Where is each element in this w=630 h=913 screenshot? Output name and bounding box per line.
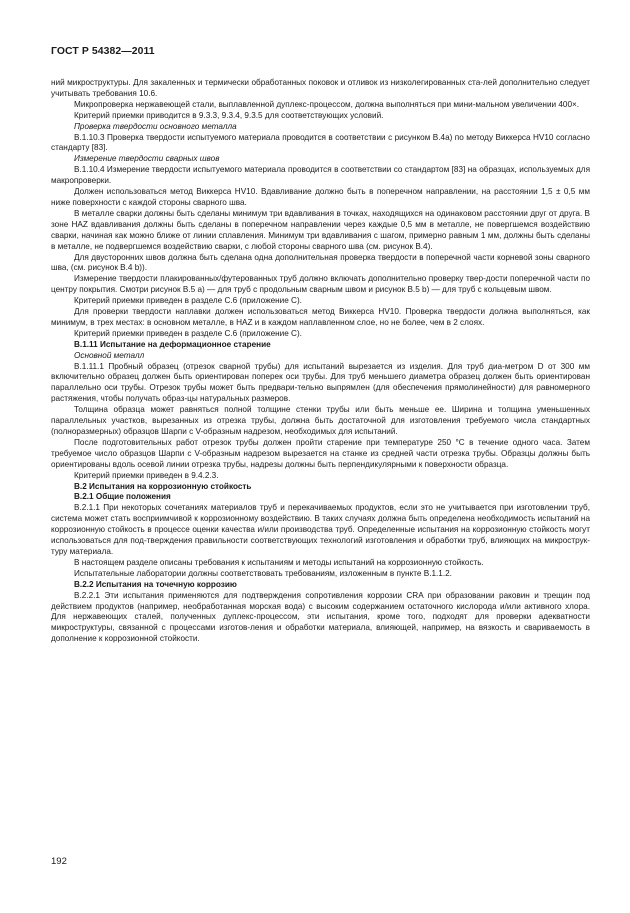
paragraph: В.2.2.1 Эти испытания применяются для подтверждения сопротивления коррозии CRA при образовании раковин и трещин под действием продуктов (например, необработанная морская вода) с высоким содержанием остаточного кислорода и/или активного хлора. Для нержавеющих сталей, полученных дуплекс-процессом, эти испытания, кроме того, подходят для проверки адекватности микроструктуры, связанной с процессами изготов-ления и обработки материала, влияющей, например, на вязкость и свариваемость в дополнение к коррозионной стойкости. [51,590,590,644]
subheading: Проверка твердости основного металла [74,121,237,131]
subheading: Основной металл [74,350,145,360]
paragraph: Критерий приемки приведен в разделе С.6 (приложение С). [74,296,302,306]
paragraph: Измерение твердости плакированных/футерованных труб должно включать дополнительно проверку твер-дости поперечной части по центру покрытия. Смотри рисунок В.5 а) — для труб с продольным сварным швом и рисунок В.5 b) — для труб с кольцевым швом. [51,274,590,295]
paragraph: ний микроструктуры. Для закаленных и термически обработанных поковок и отливок из низколегированных ста-лей дополнительно следует учитывать требования 10.6. [51,78,590,98]
paragraph: Для двусторонних швов должна быть сделана одна дополнительная проверка твердости в поперечной части корневой зоны сварного шва, (см. рисунок В.4 b)). [51,252,590,273]
paragraph: В.2.1.1 При некоторых сочетаниях материалов труб и перекачиваемых продуктов, если это не учитывается при изготовлении труб, система может стать восприимчивой к коррозионному воздействию. В таких случаях должна быть определена необходимость испытаний на коррозионную стойкость в процессе оценки качества и/или производства труб. Определенные испытания на коррозионную стойкость могут использоваться для под-тверждения правильности соответствующих технологий изготовления и обработки труб, влияющих на микрострук-туру материала. [51,503,590,556]
paragraph: В настоящем разделе описаны требования к испытаниям и методы испытаний на коррозионную стойкость. [74,557,484,567]
paragraph: Критерий приемки приведен в разделе С.6 (приложение С). [74,328,302,338]
document-header: ГОСТ Р 54382—2011 [51,46,155,57]
paragraph: Микропроверка нержавеющей стали, выплавленной дуплекс-процессом, должна выполняться при мини-мальном увеличении 400×. [74,99,580,109]
section-heading: В.2 Испытания на коррозионную стойкость [74,481,252,491]
paragraph: Критерий приемки приведен в 9.4.2.3. [74,470,219,480]
paragraph: В.1.10.3 Проверка твердости испытуемого материала проводится в соответствии с рисунком В.4а) по методу Виккерса HV10 согласно стандарту [83]. [51,132,590,153]
paragraph: После подготовительных работ отрезок трубы должен пройти старение при температуре 250 °С в течение одного часа. Затем требуемое число образцов Шарпи с V-образным надрезом вырезается на станке из средней части отрезка трубы. Образцы должны быть ориентированы вдоль осевой линии отрезка трубы, надрезы должны быть перпендикулярными к поверхности образца. [51,437,590,469]
subheading: Измерение твердости сварных швов [74,154,220,164]
section-heading: В.1.11 Испытание на деформационное старение [74,339,271,349]
paragraph: В металле сварки должны быть сделаны минимум три вдавливания в точках, находящихся на одинаковом расстоянии друг от друга. В зоне HAZ вдавливания должны быть сделаны в поперечном направлении через каждые 0,5 мм в металле, не повергшемся воздействию сварки, начиная как можно ближе от линии сплавления. Минимум три вдавливания с шагом, примерно равным 1 мм, должны быть сделаны в металле, не подвергшемся воздействию сварки, с любой стороны сварного шва (см. рисунок В.4). [51,208,590,251]
document-body [51,78,590,645]
paragraph: В.1.10.4 Измерение твердости испытуемого материала проводится в соответствии со стандартом [83] на образцах, используемых для макропроверки. [51,165,590,186]
paragraph: В.1.11.1 Пробный образец (отрезок сварной трубы) для испытаний вырезается из изделия. Для труб диа-метром D от 300 мм включительно образец должен быть ориентирован поперек оси трубы. Для труб меньшего диаметра образец должен быть ориентирован параллельно оси трубы. Отрезок трубы может быть предвари-тельно выпрямлен (для обеспечения прямолинейности) для равномерного растяжения, чтобы получать образ-цы натуральных размеров. [51,361,590,404]
paragraph: Для проверки твердости наплавки должен использоваться метод Виккерса HV10. Проверка твердости должна выполняться, как минимум, в трех местах: в основном металле, в HAZ и в каждом наплавленном слое, но не более, чем в 2 слоях. [51,307,590,327]
section-heading: В.2.2 Испытания на точечную коррозию [74,579,237,589]
paragraph: Толщина образца может равняться полной толщине стенки трубы или быть меньше ее. Ширина и толщина уменьшенных параллельных участков, вырезанных из отрезка трубы, должна быть достаточной для изготовления требуемого числа стандартных (полноразмерных) образцов Шарпи с V-образным надрезом, необходимых для испытаний. [51,405,590,436]
paragraph: Испытательные лаборатории должны соответствовать требованиям, изложенным в пункте В.1.1.2. [74,568,452,578]
paragraph: Должен использоваться метод Виккерса HV10. Вдавливание должно быть в поперечном направлении, на расстоянии 1,5 ± 0,5 мм ниже поверхности с каждой стороны сварного шва. [51,187,590,207]
section-heading: В.2.1 Общие положения [74,492,171,502]
paragraph: Критерий приемки приводится в 9.3.3, 9.3.4, 9.3.5 для соответствующих условий. [74,110,384,120]
page-number: 192 [51,856,67,867]
